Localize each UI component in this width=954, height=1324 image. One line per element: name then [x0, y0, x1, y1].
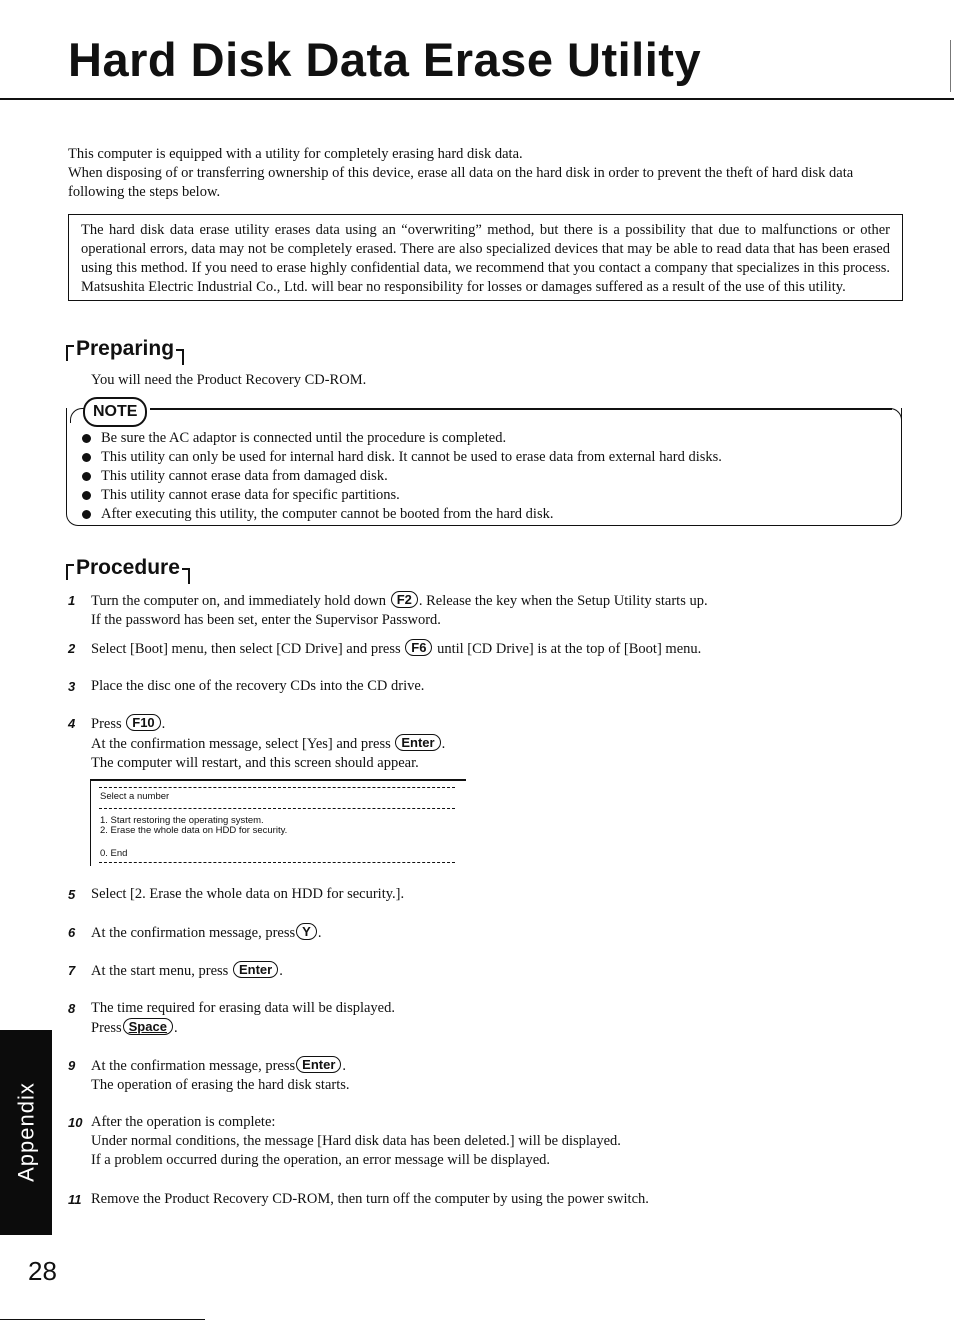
title-edge-line	[950, 40, 951, 92]
key-f2: F2	[391, 591, 418, 608]
step-1	[68, 591, 908, 630]
note-list	[82, 429, 722, 524]
step-number: 6	[68, 925, 76, 940]
step-text: If a problem occurred during the operation, an error message will be displayed.	[91, 1152, 551, 1168]
key-label: Space	[128, 1019, 167, 1034]
preparing-heading	[66, 337, 184, 365]
step-text: . Release the key when the Setup Utility starts up.	[418, 593, 708, 609]
step-text: .	[441, 736, 446, 752]
screen-option-1: 1. Start restoring the operating system.	[100, 815, 264, 826]
step-text: At the start menu, press	[91, 963, 229, 979]
step-text: The operation of erasing the hard disk starts.	[91, 1077, 350, 1093]
step-number: 2	[68, 641, 76, 656]
step-text: Place the disc one of the recovery CDs into the CD drive.	[91, 678, 425, 694]
appendix-tab-label: Appendix	[13, 1082, 39, 1182]
step-2	[68, 639, 908, 659]
screen-option-2: 2. Erase the whole data on HDD for security.	[100, 825, 288, 836]
procedure-heading-text: Procedure	[76, 556, 180, 579]
page-title: Hard Disk Data Erase Utility	[68, 33, 702, 86]
key-f10: F10	[126, 714, 160, 731]
title-rule	[0, 98, 954, 100]
step-text: Under normal conditions, the message [Hard disk data has been deleted.] will be displayed.	[91, 1133, 621, 1149]
warning-box: The hard disk data erase utility erases data using an “overwriting” method, but there is a possibility that due to malfunctions or other operational errors, data may not be completely erased. There are also specialized devices that may be able to read data that has been erased using this method. If you need to erase highly confidential data, we recommend that you contact a company that specializes in this process. Matsushita Electric Industrial Co., Ltd. will bear no responsibility for losses or damages suffered as a result of the use of this utility.	[68, 214, 903, 301]
note-badge: NOTE	[83, 397, 147, 427]
key-y: Y	[296, 923, 317, 940]
step-text: At the confirmation message, press	[91, 1058, 296, 1074]
step-number: 10	[68, 1115, 83, 1130]
appendix-side-tab	[0, 1030, 52, 1235]
step-text: .	[317, 925, 322, 941]
procedure-heading	[66, 556, 190, 584]
screen-illustration	[90, 779, 466, 866]
note-item: After executing this utility, the computer cannot be booted from the hard disk.	[82, 505, 722, 524]
step-number: 1	[68, 593, 76, 608]
screen-option-0: 0. End	[100, 848, 128, 859]
step-number: 4	[68, 716, 76, 731]
intro	[68, 145, 908, 202]
step-text: If the password has been set, enter the Supervisor Password.	[91, 612, 441, 628]
bottom-rule	[0, 1319, 205, 1320]
step-6	[68, 923, 908, 943]
step-11	[68, 1190, 908, 1209]
intro-line-2: When disposing of or transferring ownership of this device, erase all data on the hard disk in order to prevent the theft of hard disk data following the steps below.	[68, 165, 854, 200]
step-3	[68, 677, 908, 696]
step-5	[68, 885, 908, 904]
note-item: Be sure the AC adaptor is connected until the procedure is completed.	[82, 429, 722, 448]
step-text: .	[173, 1020, 178, 1036]
step-7	[68, 961, 908, 981]
step-text: Select [Boot] menu, then select [CD Drive] and press	[91, 641, 401, 657]
dashed-line	[99, 808, 455, 809]
step-8	[68, 999, 908, 1038]
page-number: 28	[28, 1256, 57, 1286]
step-text: The time required for erasing data will be displayed.	[91, 1000, 395, 1016]
dashed-line	[99, 787, 455, 788]
step-number: 11	[68, 1192, 82, 1207]
bracket-right	[176, 349, 184, 365]
step-number: 5	[68, 887, 76, 902]
step-text: Press	[91, 1020, 122, 1036]
key-space	[123, 1018, 173, 1035]
key-enter: Enter	[395, 734, 440, 751]
step-text: Turn the computer on, and immediately hold down	[91, 593, 387, 609]
dashed-line	[99, 862, 455, 863]
step-10	[68, 1113, 908, 1170]
step-text: The computer will restart, and this screen should appear.	[91, 755, 419, 771]
step-text: At the confirmation message, select [Yes] and press	[91, 736, 391, 752]
step-text: At the confirmation message, press	[91, 925, 296, 941]
note-item: This utility cannot erase data from damaged disk.	[82, 467, 722, 486]
step-number: 8	[68, 1001, 76, 1016]
bracket-left	[66, 345, 74, 361]
preparing-heading-text: Preparing	[76, 337, 175, 360]
step-text: until [CD Drive] is at the top of [Boot] menu.	[433, 641, 702, 657]
step-9	[68, 1056, 908, 1095]
intro-line-1: This computer is equipped with a utility for completely erasing hard disk data.	[68, 146, 523, 162]
preparing-text: You will need the Product Recovery CD-ROM.	[91, 372, 367, 388]
bracket-right	[182, 568, 190, 584]
step-text: After the operation is complete:	[91, 1114, 276, 1130]
step-text: Press	[91, 716, 122, 732]
step-number: 9	[68, 1058, 76, 1073]
step-text: .	[342, 1058, 347, 1074]
note-top-line	[150, 408, 892, 410]
step-text: .	[161, 716, 166, 732]
key-enter: Enter	[233, 961, 278, 978]
step-text: .	[279, 963, 283, 979]
step-number: 3	[68, 679, 76, 694]
step-text: Remove the Product Recovery CD-ROM, then turn off the computer by using the power switch.	[91, 1191, 649, 1207]
bracket-left	[66, 564, 74, 580]
key-enter: Enter	[296, 1056, 341, 1073]
note-item: This utility cannot erase data for specific partitions.	[82, 486, 722, 505]
step-number: 7	[68, 963, 76, 978]
screen-prompt: Select a number	[100, 791, 170, 802]
step-4	[68, 714, 908, 773]
key-f6: F6	[405, 639, 432, 656]
step-text: Select [2. Erase the whole data on HDD for security.].	[91, 886, 405, 902]
note-item: This utility can only be used for internal hard disk. It cannot be used to erase data from external hard disks.	[82, 448, 722, 467]
